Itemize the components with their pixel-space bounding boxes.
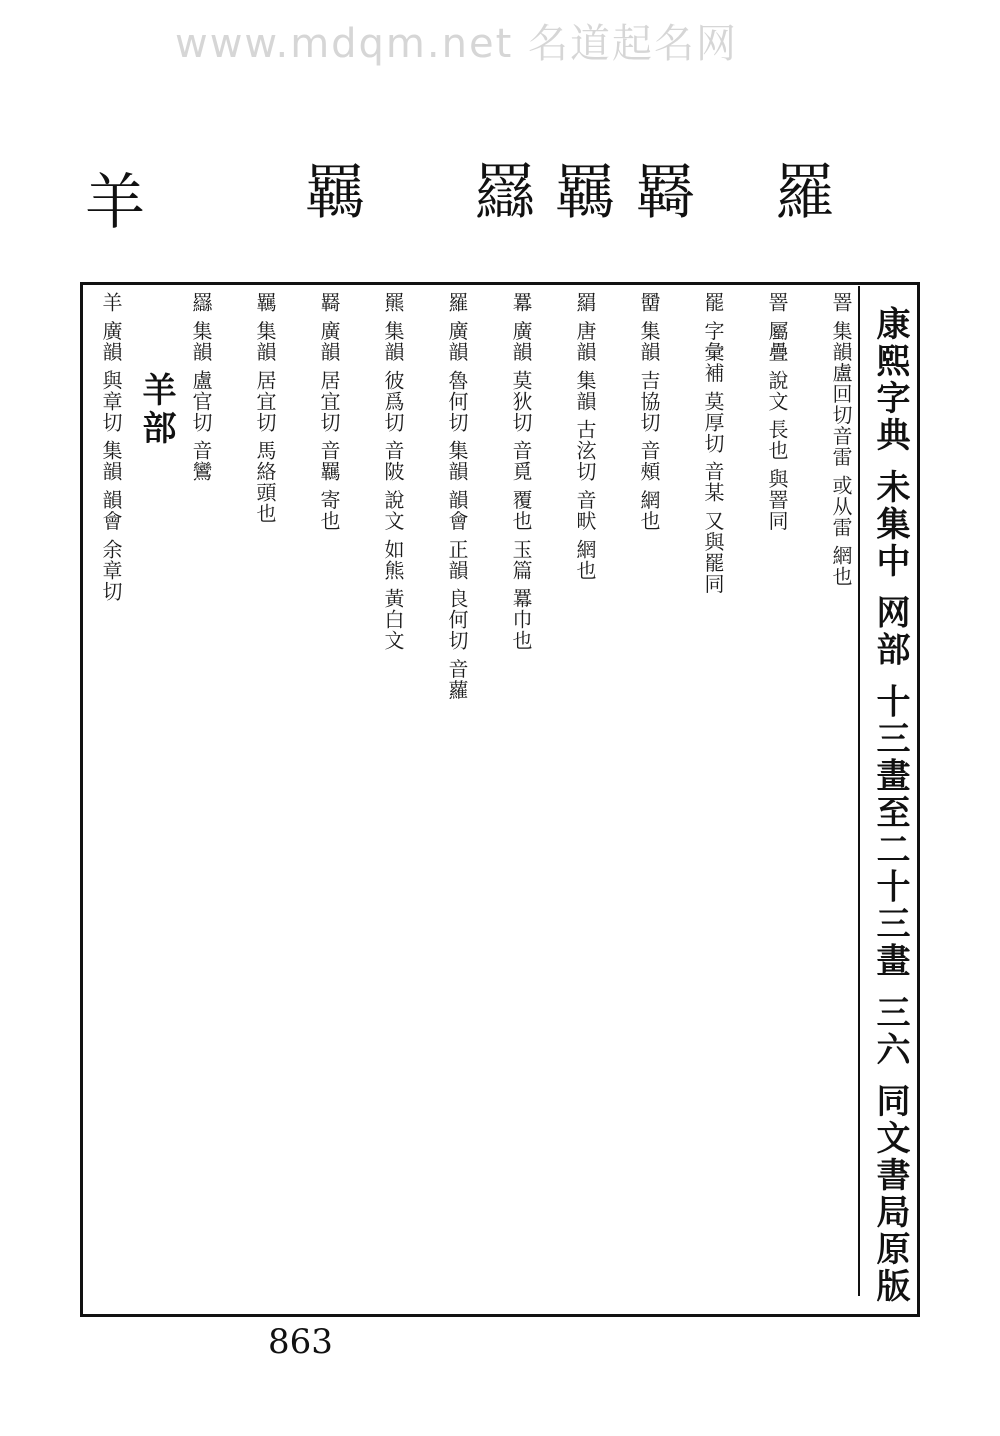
seal-glyph: 羈 [295,160,365,220]
entry-column: 羀 集韻 吉協切 音頰 網也 [637,292,661,532]
seal-glyph: 羅 [765,160,835,220]
entry-column: 羆 集韻 彼爲切 音陂 說文 如熊 黃白文 [381,292,405,652]
entry-column: 羇 廣韻 居宜切 音羈 寄也 [317,292,341,532]
section-title: 羊部 [136,372,176,448]
running-header [858,286,920,1306]
entry-column: 羉 集韻 盧官切 音鸞 [189,292,213,483]
seal-glyph: 羇 [625,160,695,220]
seal-glyph: 羈 [545,160,615,220]
page-number: 863 [268,1322,333,1362]
entry-column: 羂 唐韻 集韻 古泫切 音畎 網也 [573,292,597,581]
seal-glyph: 羉 [465,160,535,220]
seal-glyph: 羊 [75,170,145,230]
entry-column: 羃 廣韻 莫狄切 音覓 覆也 玉篇 羃巾也 [509,292,533,652]
watermark-text: www.mdqm.net 名道起名网 [175,21,738,67]
entry-column: 羊 廣韻 與章切 集韻 韻會 余章切 [99,292,123,602]
seal-glyph-row [70,150,970,300]
entry-column: 羅 廣韻 魯何切 集韻 韻會 正韻 良何切 音蘿 [445,292,469,701]
entry-column: 羈 集韻 居宜切 馬絡頭也 [253,292,277,525]
entry-column: 罯 集韻盧回切音雷 或从雷 網也 [829,292,853,588]
dictionary-body [88,292,853,1307]
entry-column: 罷 字彙補 莫厚切 音某 又與罷同 [701,292,725,595]
entry-column: 罯 屬疊 說文 長也 與罯同 [765,292,789,532]
header-text: 康熙字典 未集中 网部 十三畫至二十三畫 三六 同文書局原版 [870,306,910,1306]
